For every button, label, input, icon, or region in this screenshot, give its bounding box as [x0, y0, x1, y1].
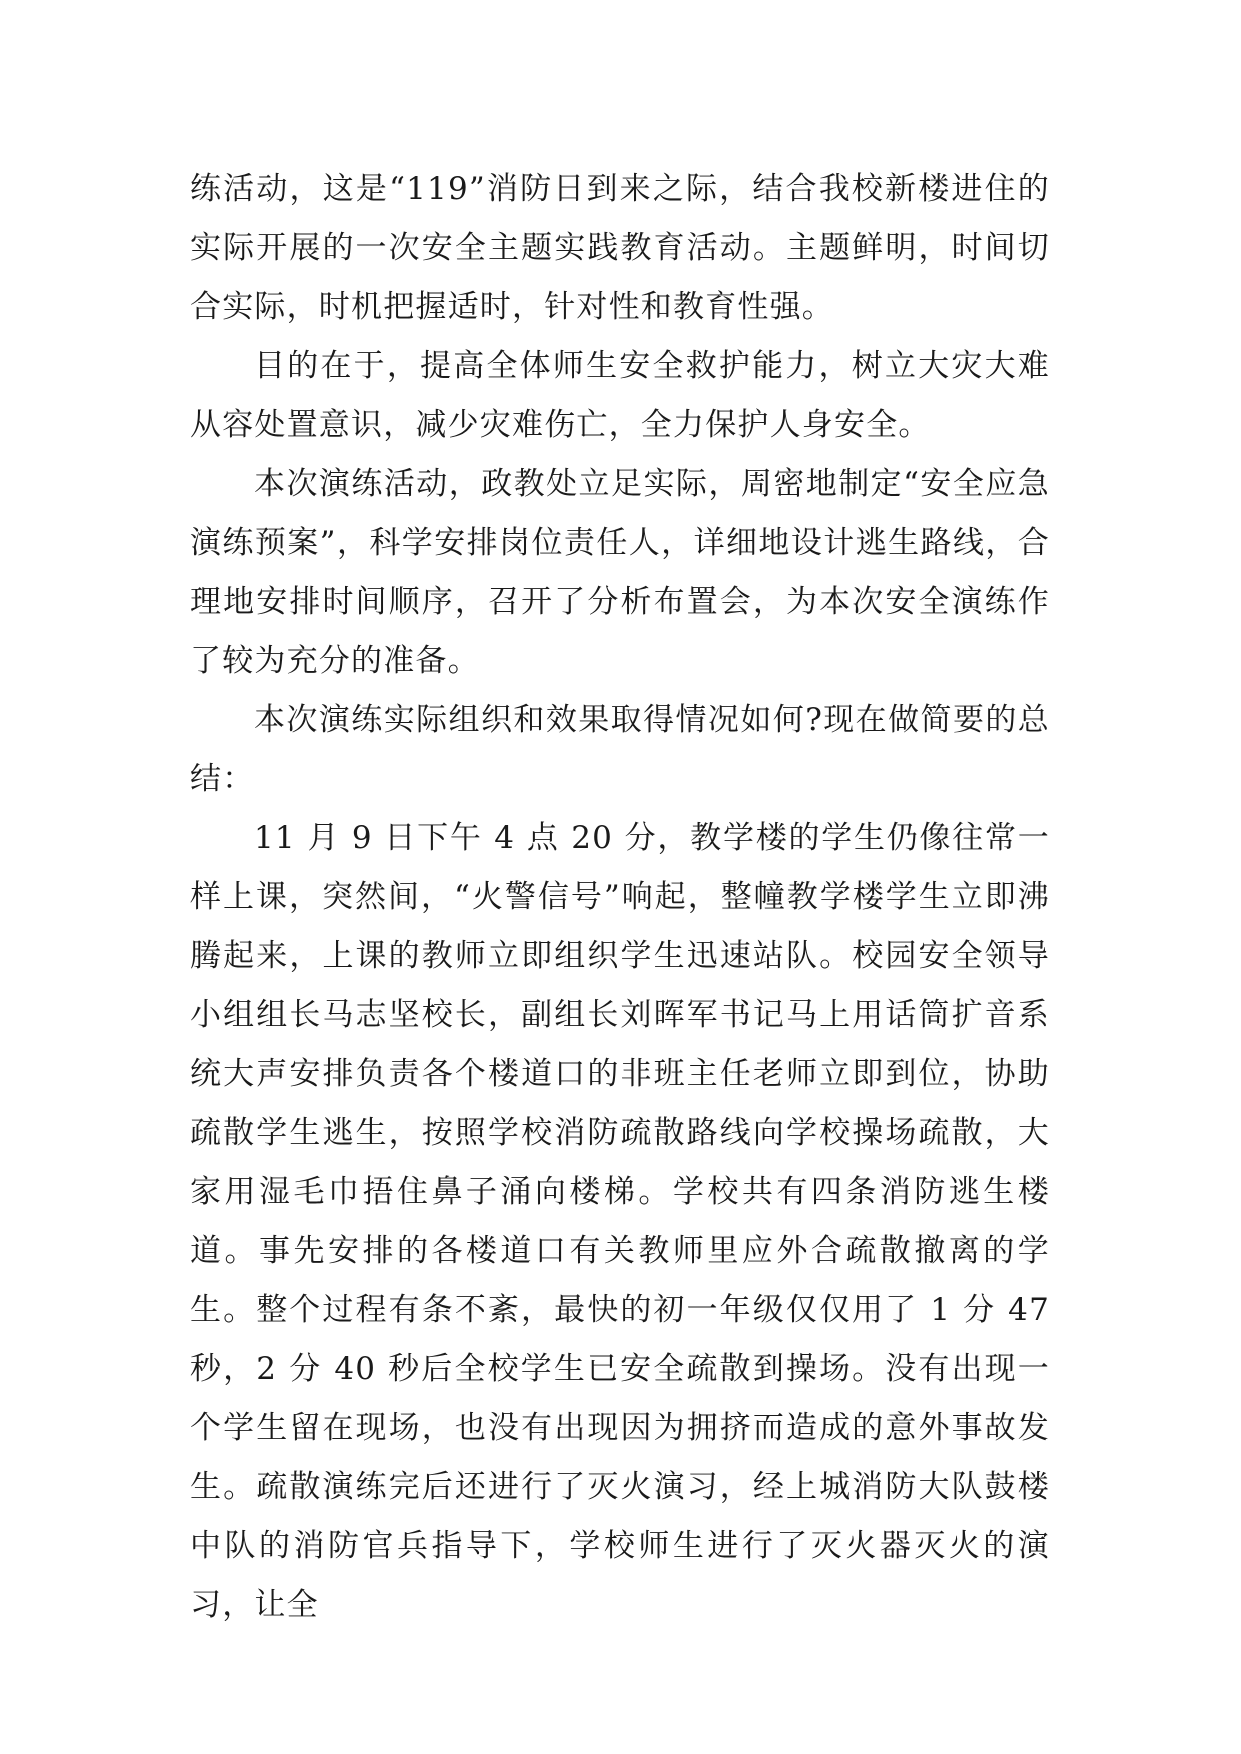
- document-body: [190, 160, 1050, 1635]
- paragraph-preparation: 本次演练活动，政教处立足实际，周密地制定“安全应急演练预案”，科学安排岗位责任人，详细地设计逃生路线，合理地安排时间顺序，召开了分析布置会，为本次安全演练作了较为充分的准备。: [190, 466, 1050, 679]
- paragraph-drill-details: 11 月 9 日下午 4 点 20 分，教学楼的学生仍像往常一样上课，突然间，“火警信号”响起，整幢教学楼学生立即沸腾起来，上课的教师立即组织学生迅速站队。校园安全领导小组组长马志坚校长，副组长刘晖军书记马上用话筒扩音系统大声安排负责各个楼道口的非班主任老师立即到位，协助疏散学生逃生，按照学校消防疏散路线向学校操场疏散，大家用湿毛巾捂住鼻子涌向楼梯。学校共有四条消防逃生楼道。事先安排的各楼道口有关教师里应外合疏散撤离的学生。整个过程有条不紊，最快的初一年级仅仅用了 1 分 47 秒，2 分 40 秒后全校学生已安全疏散到操场。没有出现一个学生留在现场，也没有出现因为拥挤而造成的意外事故发生。疏散演练完后还进行了灭火演习，经上城消防大队鼓楼中队的消防官兵指导下，学校师生进行了灭火器灭火的演习，让全: [190, 820, 1050, 1623]
- paragraph-continuation: 练活动，这是“119”消防日到来之际，结合我校新楼进住的实际开展的一次安全主题实践教育活动。主题鲜明，时间切合实际，时机把握适时，针对性和教育性强。: [190, 171, 1050, 325]
- paragraph-purpose: 目的在于，提高全体师生安全救护能力，树立大灾大难从容处置意识，减少灾难伤亡，全力保护人身安全。: [190, 348, 1050, 443]
- paragraph-summary-intro: 本次演练实际组织和效果取得情况如何?现在做简要的总结：: [190, 702, 1050, 797]
